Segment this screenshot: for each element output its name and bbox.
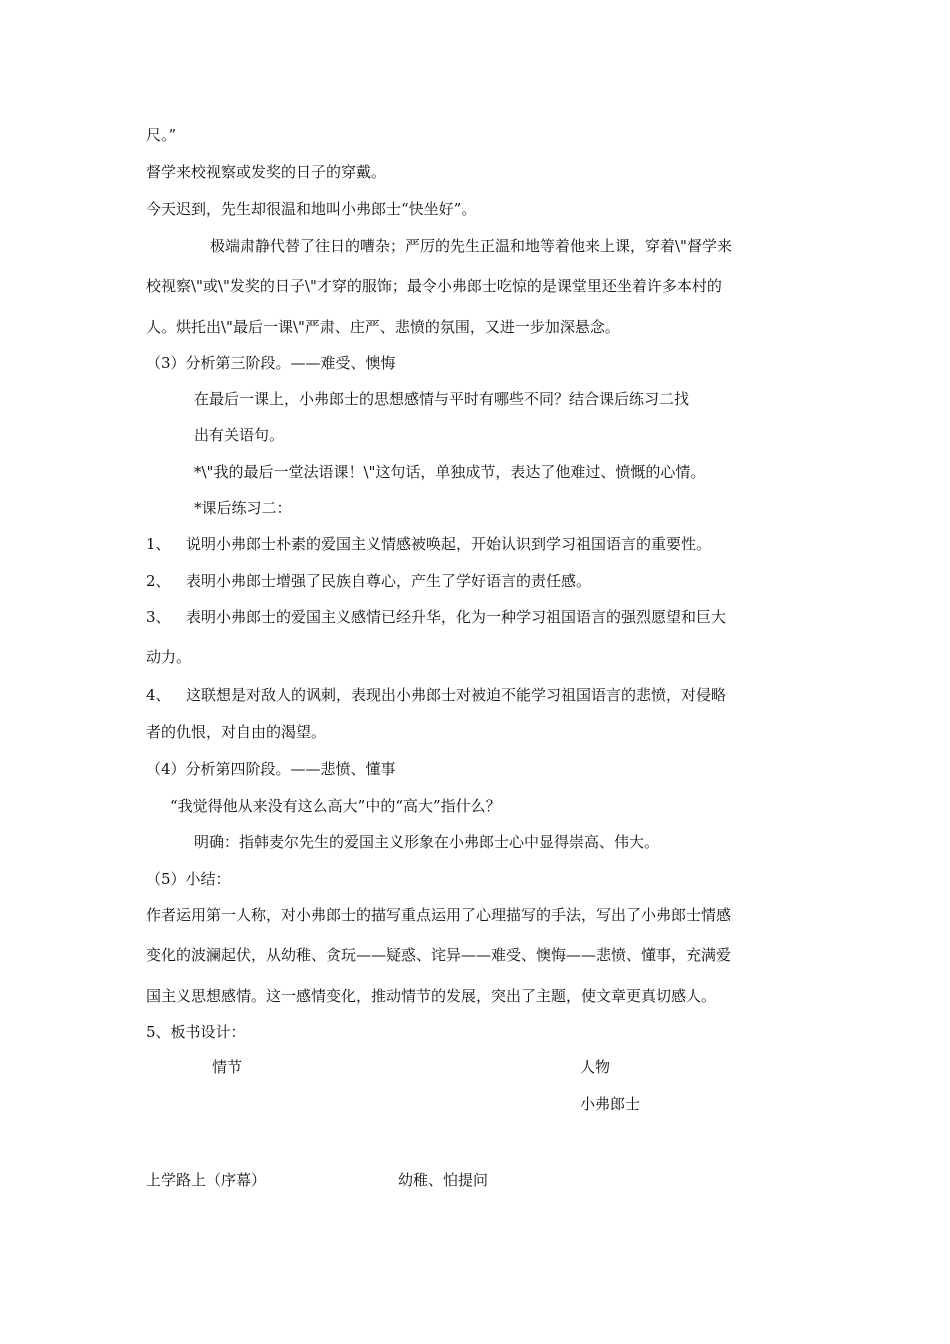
text-line: 人。烘托出\"最后一课\"严肃、庄严、悲愤的氛围，又进一步加深悬念。 [146, 318, 620, 336]
list-item-text: 说明小弗郎士朴素的爱国主义情感被唤起，开始认识到学习祖国语言的重要性。 [186, 535, 712, 553]
list-number: 1、 [146, 535, 171, 553]
section-heading-5: （5）小结： [146, 870, 231, 888]
text-line: 出有关语句。 [194, 426, 285, 444]
board-trait-item: 幼稚、怕提问 [398, 1171, 489, 1189]
list-item-text: 表明小弗郎士的爱国主义感情已经升华，化为一种学习祖国语言的强烈愿望和巨大 [186, 608, 727, 626]
list-item-text: 表明小弗郎士增强了民族自尊心，产生了学好语言的责任感。 [186, 572, 592, 590]
text-line: “我觉得他从来没有这么高大”中的“高大”指什么？ [170, 797, 501, 815]
list-item [146, 607, 726, 627]
board-column-header-plot: 情节 [212, 1058, 243, 1076]
list-item [146, 685, 726, 705]
list-number: 4、 [146, 686, 171, 704]
text-line: 督学来校视察或发奖的日子的穿戴。 [146, 163, 387, 181]
section-heading-3: （3）分析第三阶段。——难受、懊悔 [146, 354, 396, 372]
text-line: *课后练习二： [194, 499, 292, 517]
list-item-text: 这联想是对敌人的讽刺，表现出小弗郎士对被迫不能学习祖国语言的悲愤，对侵略 [186, 686, 727, 704]
list-item [146, 571, 591, 591]
text-line: *\"我的最后一堂法语课！\"这句话，单独成节，表达了他难过、愤慨的心情。 [194, 463, 706, 481]
text-line: 变化的波澜起伏，从幼稚、贪玩——疑惑、诧异——难受、懊悔——悲愤、懂事，充满爱 [146, 946, 732, 964]
text-line: 明确：指韩麦尔先生的爱国主义形象在小弗郎士心中显得崇高、伟大。 [194, 833, 660, 851]
board-plot-item: 上学路上（序幕） [146, 1171, 267, 1189]
list-number: 2、 [146, 572, 171, 590]
text-line: 作者运用第一人称，对小弗郎士的描写重点运用了心理描写的手法，写出了小弗郎士情感 [146, 906, 732, 924]
text-line: 尺。” [146, 126, 177, 144]
list-number: 3、 [146, 608, 171, 626]
text-line: 极端肃静代替了往日的嘈杂；严厉的先生正温和地等着他来上课，穿着\"督学来 [210, 237, 732, 255]
text-line: 校视察\"或\"发奖的日子\"才穿的服饰；最令小弗郎士吃惊的是课堂里还坐着许多本村的 [146, 277, 722, 295]
text-line: 动力。 [146, 648, 192, 666]
section-heading-board: 5、板书设计： [146, 1023, 246, 1041]
section-heading-4: （4）分析第四阶段。——悲愤、懂事 [146, 760, 396, 778]
text-line: 在最后一课上，小弗郎士的思想感情与平时有哪些不同？结合课后练习二找 [194, 390, 690, 408]
text-line: 者的仇恨，对自由的渴望。 [146, 723, 327, 741]
list-item [146, 534, 711, 554]
board-column-header-character: 人物 [580, 1058, 611, 1076]
board-character-name: 小弗郎士 [580, 1095, 641, 1113]
text-line: 今天迟到，先生却很温和地叫小弗郎士“快坐好”。 [146, 200, 477, 218]
text-line: 国主义思想感情。这一感情变化，推动情节的发展，突出了主题，使文章更真切感人。 [146, 987, 717, 1005]
